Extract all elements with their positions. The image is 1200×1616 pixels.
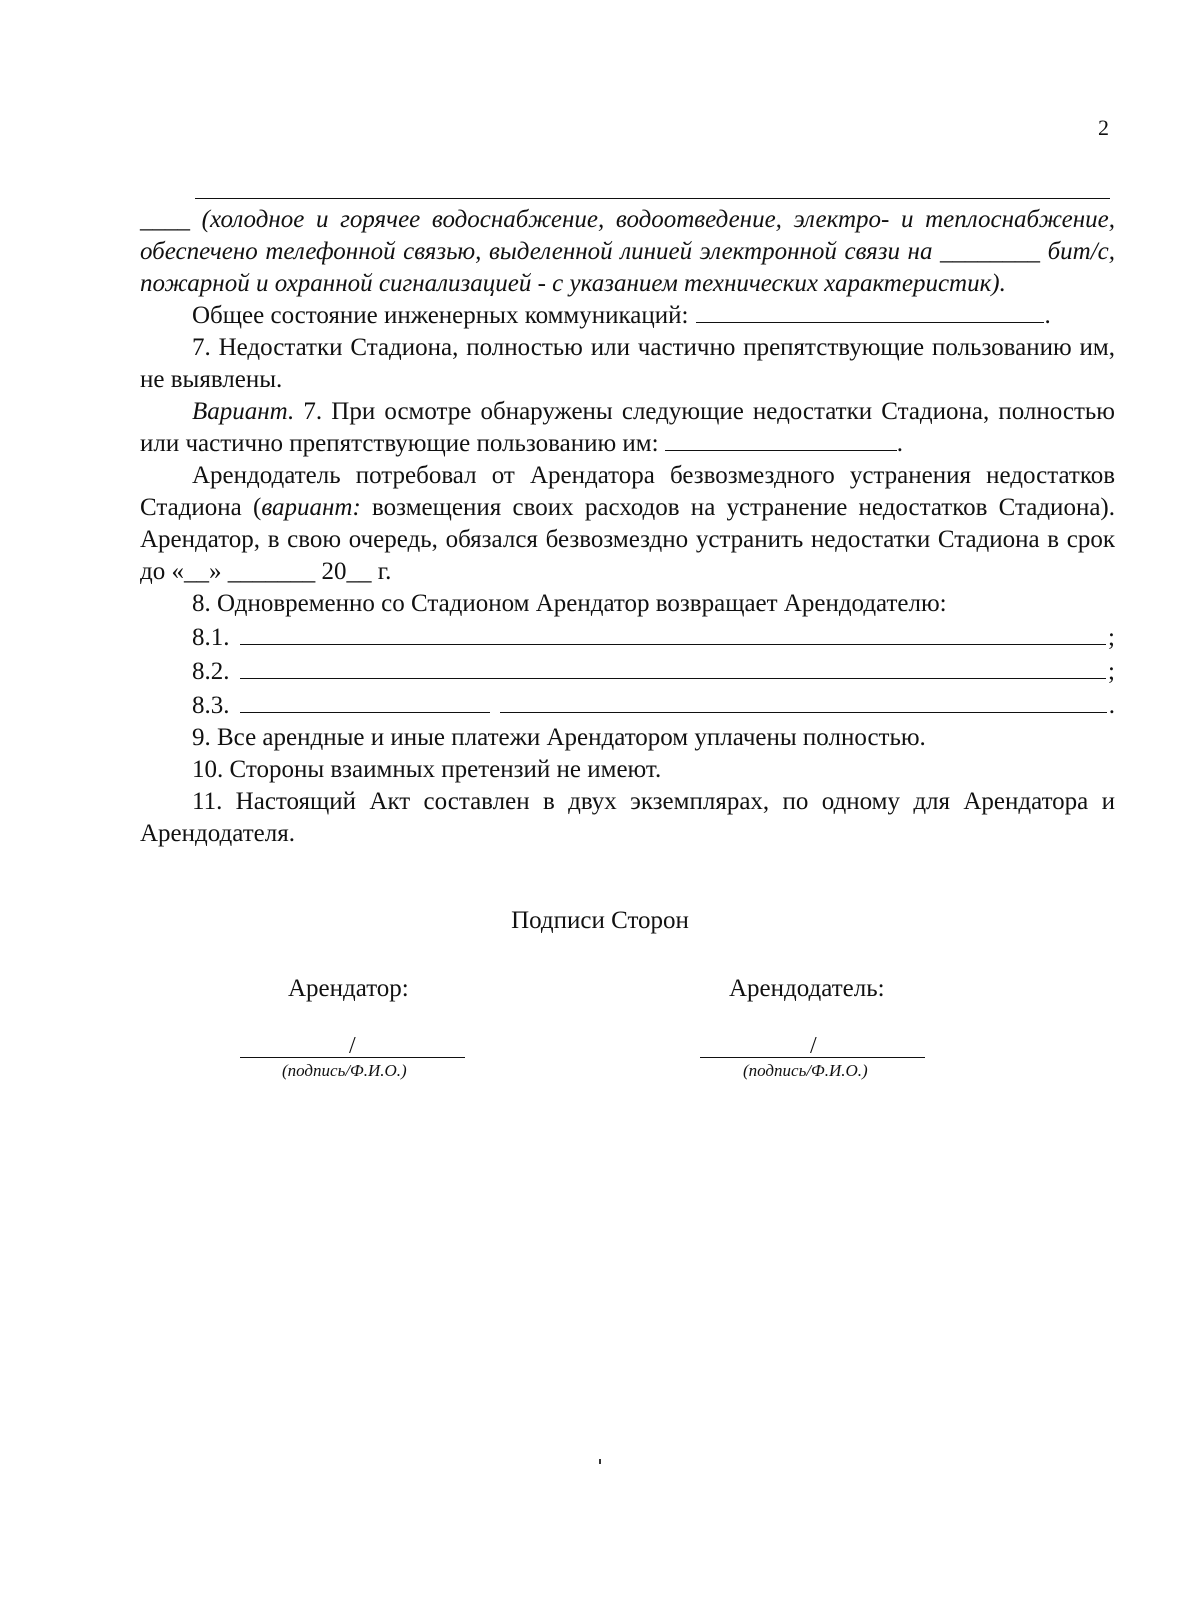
communications-blank: [696, 300, 1044, 323]
utilities-text-1: (холодное и горячее водоснабжение, водоотведение, электро- и теплоснабжение, обеспечено телефонной связью, выделенной линией электронной связи на: [140, 206, 1115, 265]
variant-7-blank: [665, 428, 897, 451]
item-8-1-blank: [240, 620, 1106, 645]
page-number: 2: [1098, 115, 1109, 140]
landlord-label: Арендодатель:: [729, 975, 885, 1002]
tenant-signature-slash: /: [349, 1033, 356, 1059]
communications-label: Общее состояние инженерных коммуникаций:: [192, 302, 689, 329]
variant-7: [140, 396, 1115, 460]
top-rule: [195, 198, 1110, 199]
tenant-label: Арендатор:: [288, 975, 409, 1002]
item-11: 11. Настоящий Акт составлен в двух экземплярах, по одному для Арендатора и Арендодателя.: [140, 788, 1115, 847]
variant-7-label: Вариант.: [192, 398, 295, 425]
item-8-3-blank-a: [240, 688, 490, 713]
signatures-title: Подписи Сторон: [511, 907, 689, 934]
landlord-demand-part-2: возмещения своих расходов на устранение недостатков Стадиона). Арендатор, в свою очередь, обязался безвозмездно устранить недостатки Стадиона в срок до «__»: [140, 494, 1115, 585]
item-8-2-number: 8.2.: [192, 658, 230, 685]
item-8-3: [140, 688, 1115, 722]
item-10: 10. Стороны взаимных претензий не имеют.: [192, 756, 662, 783]
tenant-signature-hint: (подпись/Ф.И.О.): [282, 1061, 407, 1080]
landlord-demand: [140, 460, 1115, 588]
deadline-month-blank: _______: [227, 558, 316, 585]
landlord-demand-part-1: Арендодатель потребовал от Арендатора безвозмездного устранения недостатков Стадиона (: [140, 462, 1115, 521]
item-8-2: [140, 654, 1115, 688]
bandwidth-blank: ________: [940, 238, 1041, 265]
communications-line: [140, 300, 1115, 332]
item-8: 8. Одновременно со Стадионом Арендатор возвращает Арендодателю:: [192, 590, 947, 617]
item-8-2-blank: [240, 654, 1106, 679]
item-8-1-number: 8.1.: [192, 624, 230, 651]
utilities-text-2: бит/с, пожарной и охранной сигнализацией - с указанием технических характеристик).: [140, 238, 1116, 297]
item-7: 7. Недостатки Стадиона, полностью или частично препятствующие пользованию им, не выявлены.: [140, 334, 1115, 393]
utilities-paragraph: [140, 204, 1115, 300]
item-9: 9. Все арендные и иные платежи Арендатором уплачены полностью.: [192, 724, 926, 751]
item-8-3-blank-b: [500, 688, 1107, 713]
document-body: [140, 204, 1115, 850]
landlord-demand-variant: вариант:: [261, 494, 361, 521]
landlord-signature-slash: /: [810, 1033, 817, 1059]
item-8-1-end: ;: [1108, 624, 1115, 651]
item-8-2-end: ;: [1108, 658, 1115, 685]
item-8-1: [140, 620, 1115, 654]
variant-7-end: .: [896, 430, 904, 457]
landlord-signature-hint: (подпись/Ф.И.О.): [743, 1061, 868, 1080]
communications-end: .: [1044, 302, 1051, 329]
deadline-year: 20__ г.: [321, 558, 392, 585]
item-8-3-end: .: [1108, 692, 1115, 719]
scan-speck: [599, 1459, 601, 1464]
utilities-prefix-blank: ____: [140, 206, 190, 233]
item-8-3-number: 8.3.: [192, 692, 230, 719]
variant-7-text: 7. При осмотре обнаружены следующие недостатки Стадиона, полностью или частично препятствующие пользованию им:: [140, 398, 1115, 457]
